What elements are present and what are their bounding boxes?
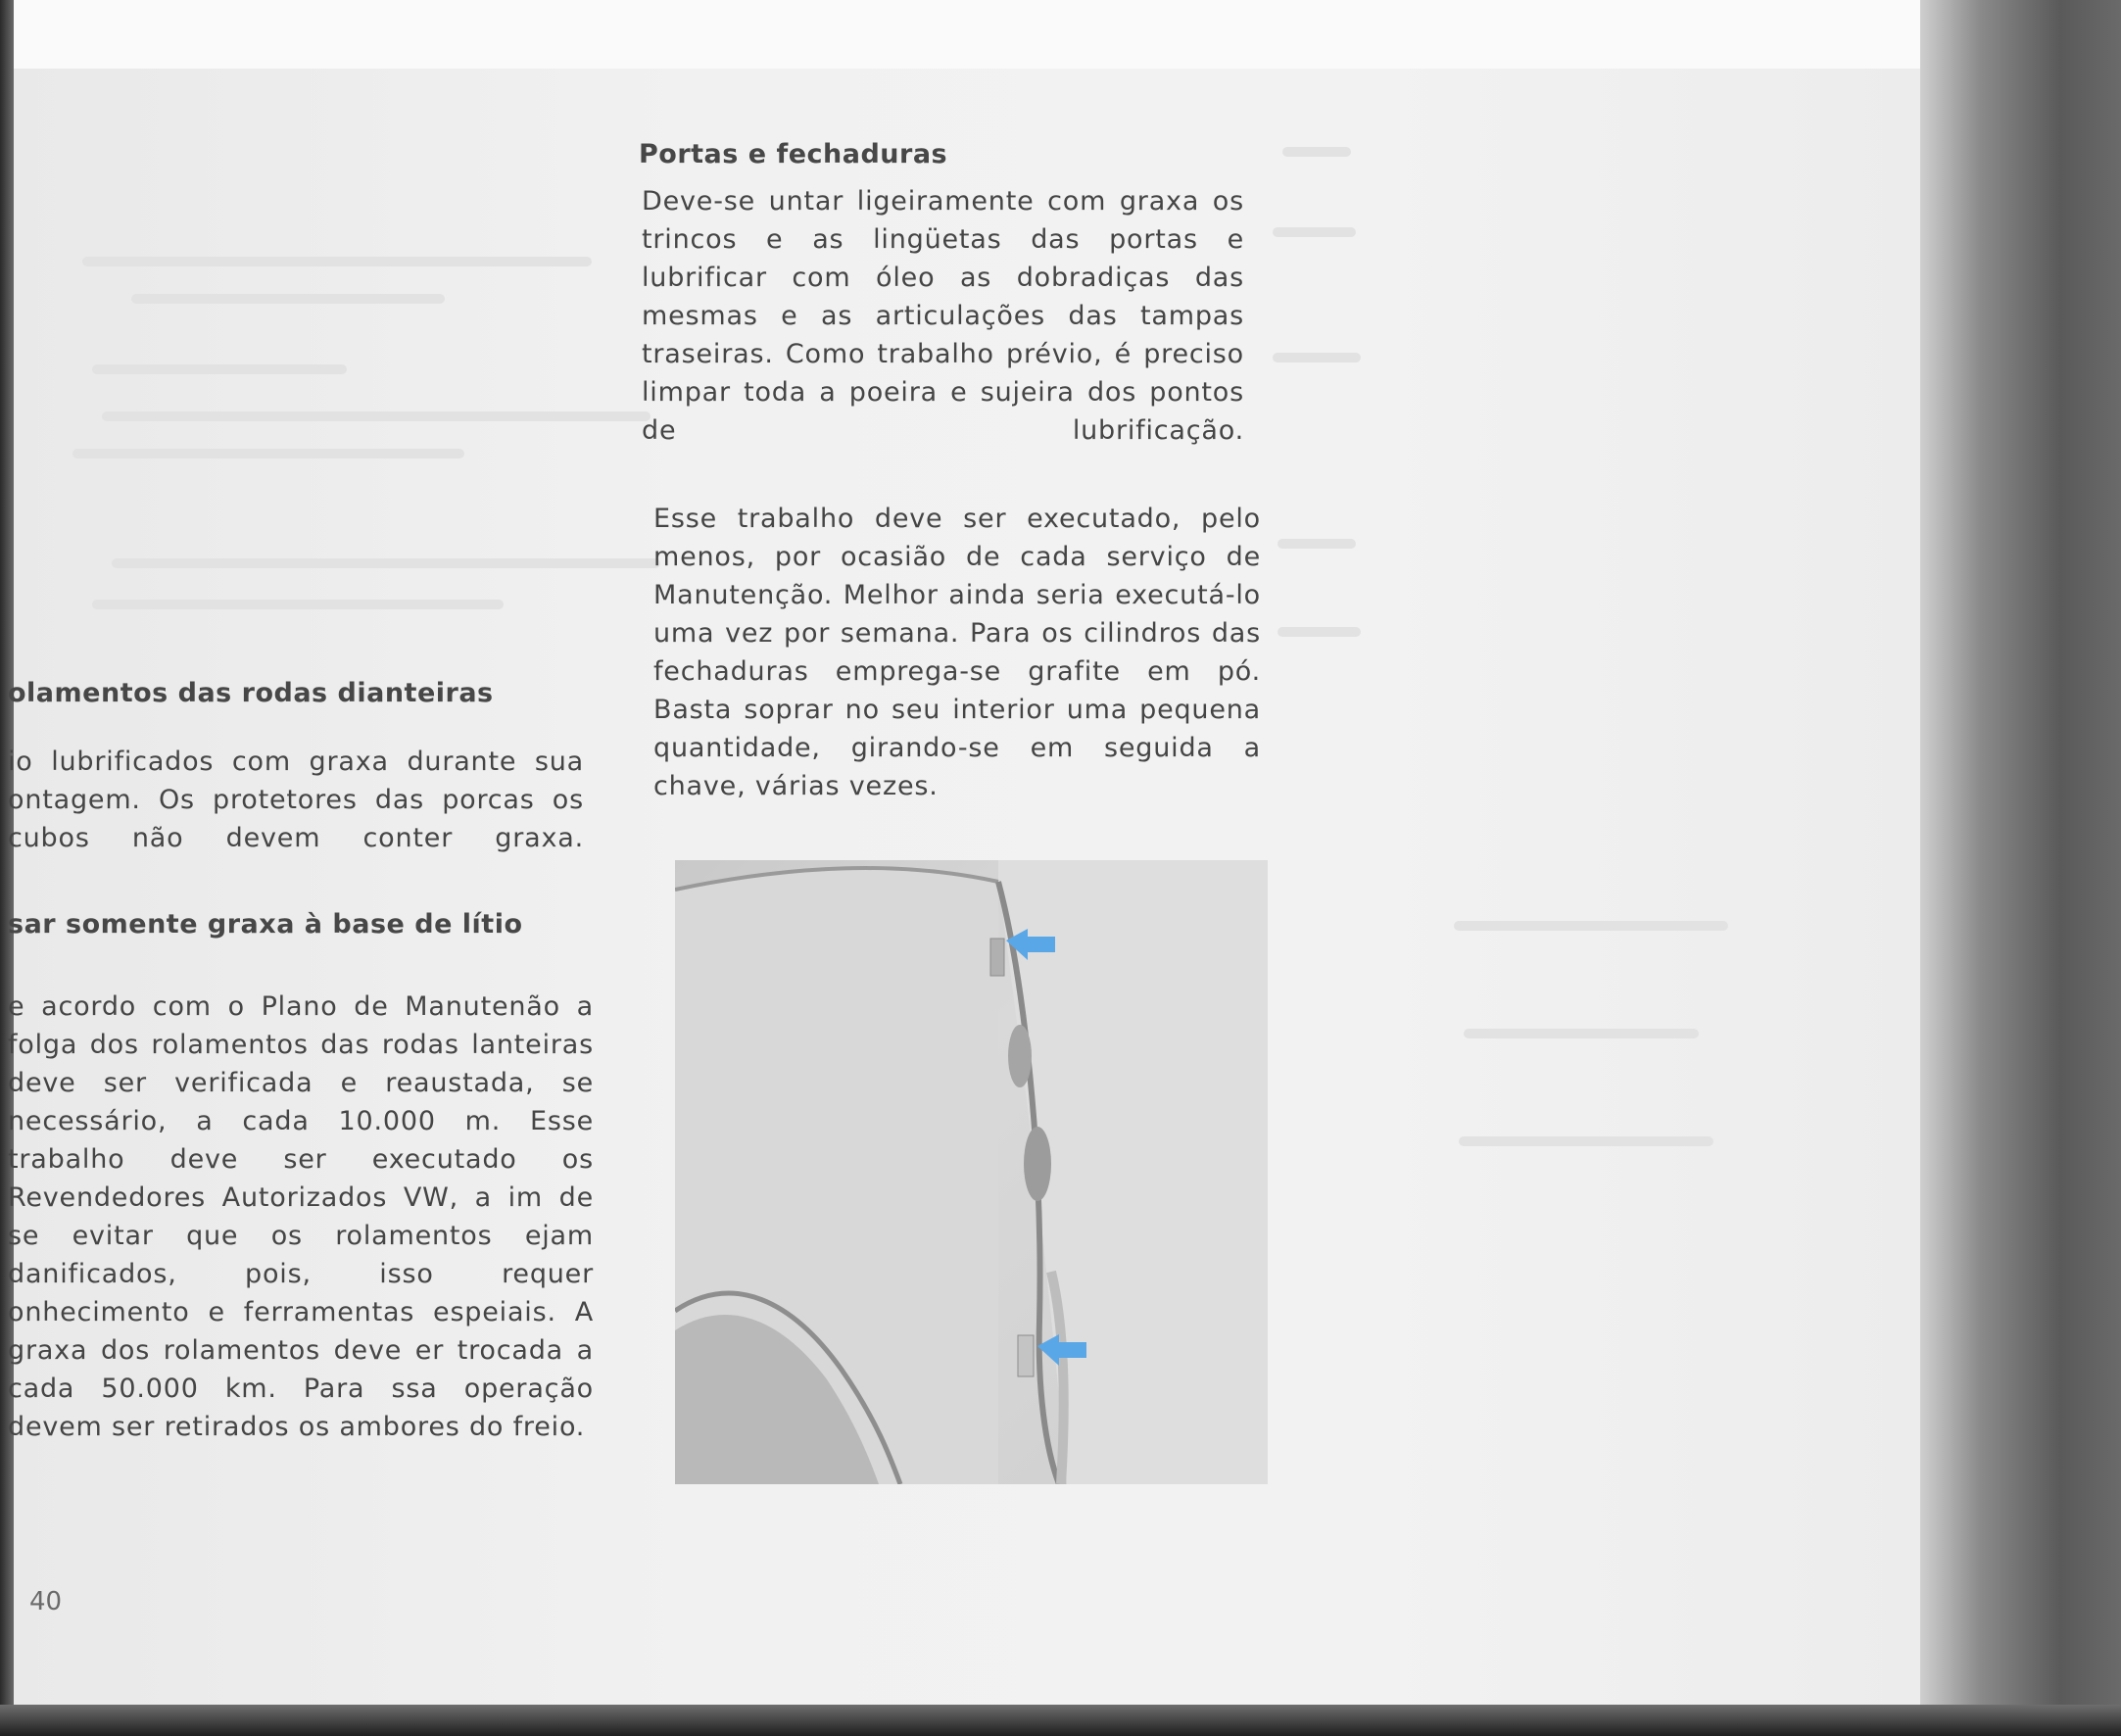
show-through-line: [102, 411, 651, 421]
photo-illustration: [675, 860, 1268, 1484]
show-through-line: [1454, 921, 1728, 931]
show-through-line: [1273, 353, 1361, 362]
show-through-line: [1459, 1136, 1713, 1146]
show-through-line: [1464, 1029, 1699, 1038]
subheading-lithium-grease: sar somente graxa à base de lítio: [8, 909, 523, 940]
book-edge-shadow: [1920, 0, 2121, 1736]
show-through-line: [1277, 627, 1361, 637]
section-heading-rolamentos: olamentos das rodas dianteiras: [8, 678, 494, 708]
book-spine-shadow: [0, 0, 14, 1736]
paragraph-lubrication-doors: Deve-se untar ligeiramente com graxa os trincos e as lingüetas das portas e lubrificar com óleo as dobradiças das mesmas e as articulações das tampas traseiras. Como trabalho prévio, é preciso limpar toda a poeira e sujeira dos pontos de lubrificação.: [642, 186, 1244, 446]
page-top-band: [14, 0, 1934, 69]
section-heading-portas: Portas e fechaduras: [639, 139, 948, 169]
show-through-line: [1273, 227, 1356, 237]
show-through-line: [72, 449, 464, 458]
photo-rear-hatch-hinges: [675, 860, 1268, 1484]
book-page: [8, 0, 1934, 1705]
page-number: 40: [29, 1587, 63, 1616]
show-through-line: [92, 364, 347, 374]
scanner-bottom-edge: [0, 1705, 2121, 1736]
show-through-line: [112, 558, 660, 568]
show-through-line: [1282, 147, 1351, 157]
paragraph-service-schedule: Esse trabalho deve ser executado, pelo menos, por ocasião de cada serviço de Manutenção. Melhor ainda seria executá-lo uma vez por semana. Para os cilindros das fechaduras emprega-se grafite em pó. Basta soprar no seu interior uma pequena quantidade, girando-se em seguida a chave, várias vezes.: [653, 504, 1261, 801]
show-through-line: [82, 257, 592, 266]
paragraph-bearings-grease: io lubrificados com graxa durante sua ontagem. Os protetores das porcas os cubos não devem conter graxa.: [8, 747, 584, 853]
show-through-line: [92, 600, 504, 609]
show-through-line: [1277, 539, 1356, 549]
show-through-line: [131, 294, 445, 304]
paragraph-bearing-maintenance: e acordo com o Plano de Manutenão a folga dos rolamentos das rodas lanteiras deve ser verificada e reaustada, se necessário, a cada 10.000 m. Esse trabalho deve ser executado os Revendedores Autorizados VW, a im de se evitar que os rolamentos ejam danificados, pois, isso requer onhecimento e ferramentas espeiais. A graxa dos rolamentos deve er trocada a cada 50.000 km. Para ssa operação devem ser retirados os ambores do freio.: [8, 991, 594, 1442]
